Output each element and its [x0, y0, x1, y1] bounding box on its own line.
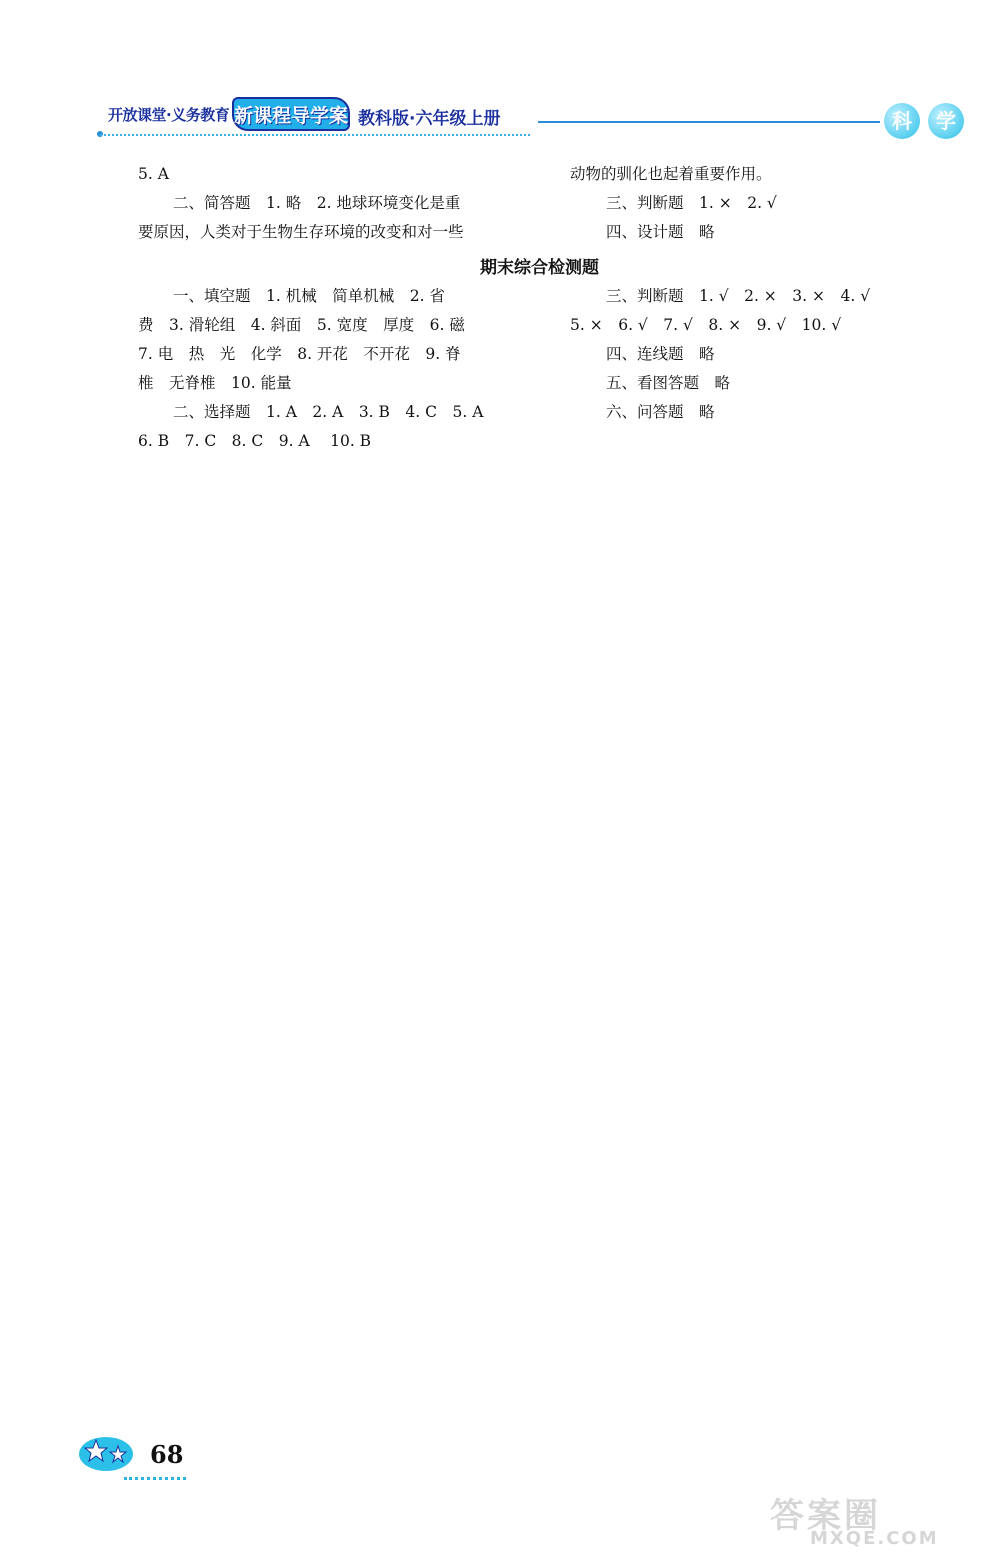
answer-line: 二、简答题 1. 略 2. 地球环境变化是重	[173, 194, 461, 212]
answer-line: 椎 无脊椎 10. 能量	[138, 374, 292, 392]
answer-line: 二、选择题 1. A 2. A 3. B 4. C 5. A	[173, 403, 484, 421]
answer-line: 三、判断题 1. √ 2. × 3. × 4. √	[606, 287, 871, 305]
series-title: 开放课堂·义务教育	[108, 106, 230, 124]
answer-line: 三、判断题 1. × 2. √	[606, 194, 777, 212]
answer-line: 5. × 6. √ 7. √ 8. × 9. √ 10. √	[570, 316, 842, 334]
header-underline	[100, 134, 530, 136]
brand-logo: 新课程导学案	[232, 97, 350, 131]
answer-line: 五、看图答题 略	[606, 374, 731, 392]
answer-line: 四、连线题 略	[606, 345, 715, 363]
subject-char-1: 科	[884, 103, 920, 139]
answer-line: 四、设计题 略	[606, 223, 715, 241]
answer-line: 六、问答题 略	[606, 403, 715, 421]
edition-label: 教科版·六年级上册	[358, 109, 501, 129]
answer-line: 一、填空题 1. 机械 简单机械 2. 省	[173, 287, 445, 305]
answer-line: 7. 电 热 光 化学 8. 开花 不开花 9. 脊	[138, 345, 461, 363]
answer-line: 要原因，人类对于生物生存环境的改变和对一些	[138, 223, 464, 241]
page-header	[0, 0, 1000, 150]
stars-logo-icon	[76, 1428, 136, 1474]
answer-line: 6. B 7. C 8. C 9. A 10. B	[138, 432, 372, 450]
watermark: 答案圈	[770, 1496, 881, 1536]
footer-dots	[124, 1477, 186, 1480]
header-rule	[538, 121, 880, 123]
answer-line: 动物的驯化也起着重要作用。	[570, 165, 772, 183]
page-number: 68	[150, 1440, 184, 1469]
subject-char-2: 学	[928, 103, 964, 139]
section-title: 期末综合检测题	[480, 258, 599, 278]
watermark-url: MXQE.COM	[810, 1528, 939, 1549]
answer-line: 5. A	[138, 165, 169, 183]
answer-line: 费 3. 滑轮组 4. 斜面 5. 宽度 厚度 6. 磁	[138, 316, 465, 334]
